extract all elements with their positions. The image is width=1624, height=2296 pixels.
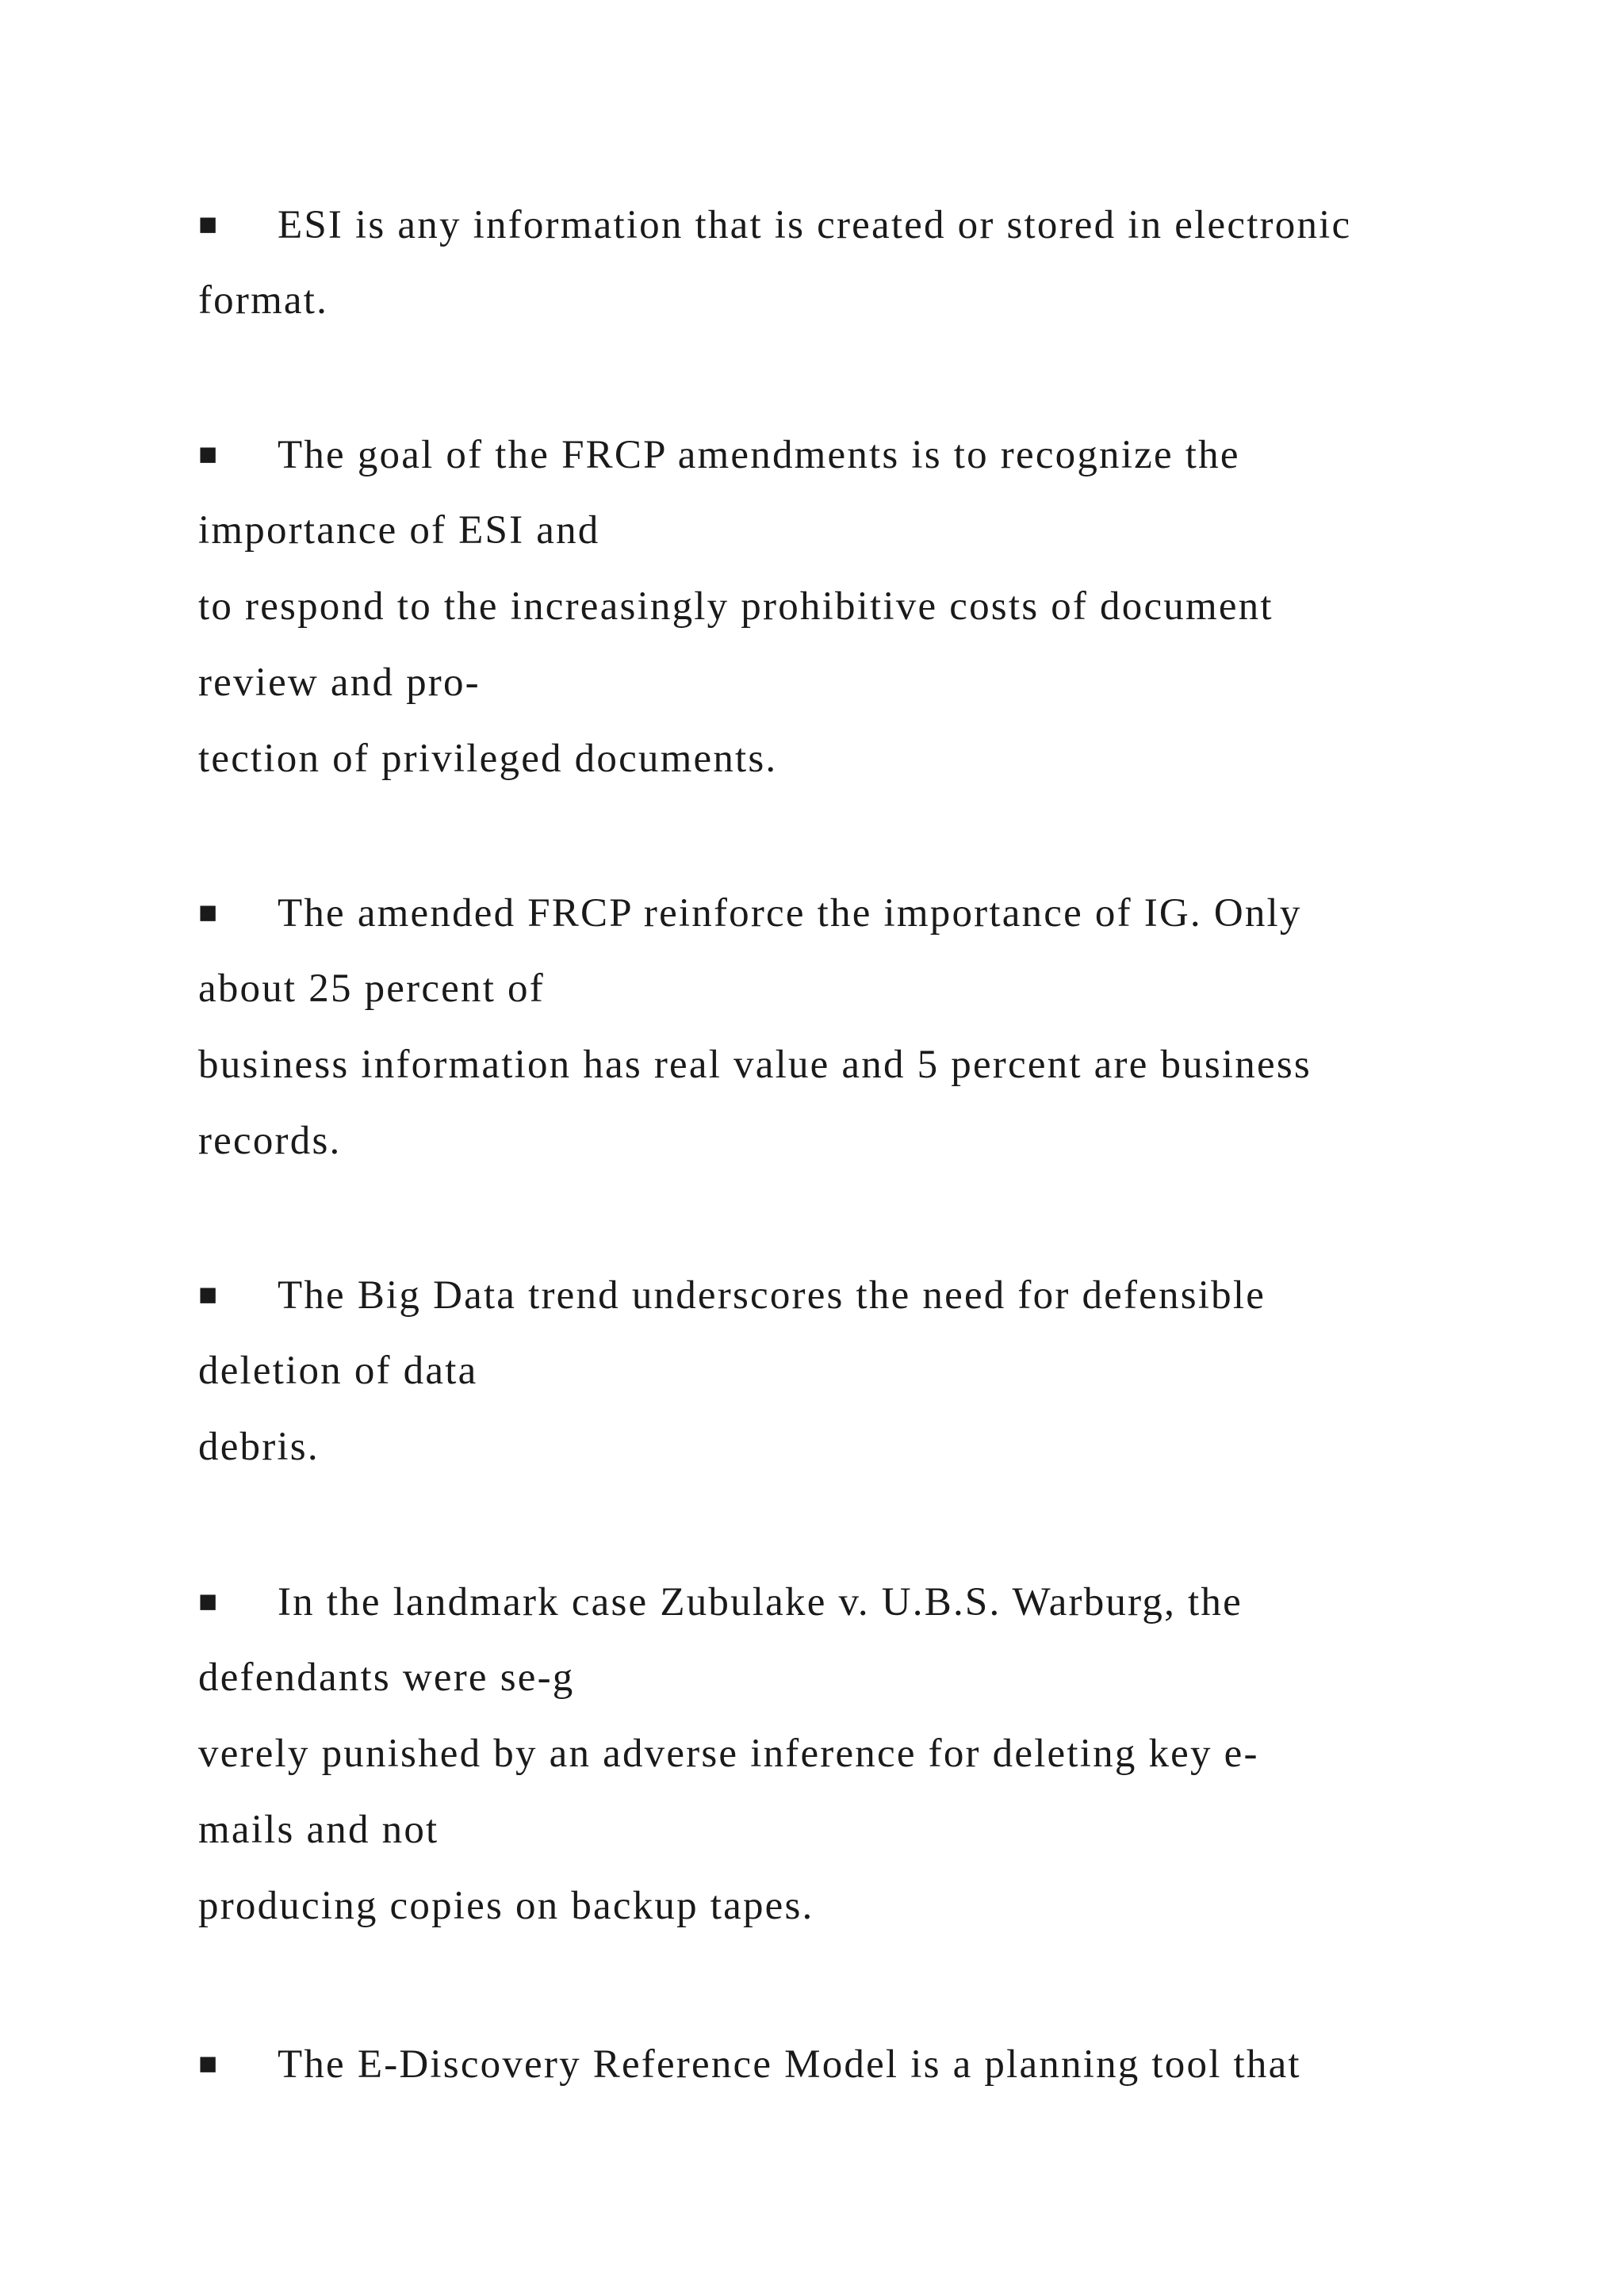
bullet-line [198,416,1507,492]
bullet-line: review and pro- [198,660,481,705]
bullet-item-zubulake [198,1563,1507,1944]
bullet-line [198,1257,1507,1333]
bullet-text: ESI is any information that is created or stored in electronic [278,203,1352,247]
bullet-line [198,2026,1507,2102]
bullet-text: The Big Data trend underscores the need for defensible [278,1273,1266,1318]
bullet-line: producing copies on backup tapes. [198,1884,814,1928]
bullet-line: format. [198,278,329,323]
bullet-line: to respond to the increasingly prohibitive costs of document [198,584,1274,629]
bullet-item-big-data [198,1257,1507,1485]
bullet-line: deletion of data [198,1349,478,1393]
bullet-text: The amended FRCP reinforce the importance of IG. Only [278,891,1302,936]
bullet-line [198,186,1507,262]
bullet-item-edrm [198,2026,1507,2102]
bullet-square-icon: ■ [198,2045,220,2081]
bullet-text: The goal of the FRCP amendments is to recognize the [278,433,1240,477]
bullet-line: mails and not [198,1808,439,1852]
bullet-line: importance of ESI and [198,508,600,553]
bullet-line: tection of privileged documents. [198,737,778,781]
bullet-text: The E-Discovery Reference Model is a planning tool that [278,2042,1301,2087]
bullet-item-frcp-goal [198,416,1507,797]
bullet-square-icon: ■ [198,1583,220,1619]
bullet-text: In the landmark case Zubulake v. U.B.S. Warburg, the [278,1580,1243,1624]
bullet-square-icon: ■ [198,206,220,242]
bullet-square-icon: ■ [198,1276,220,1312]
bullet-line: debris. [198,1425,320,1469]
bullet-line: defendants were se-g [198,1655,575,1700]
bullet-line [198,1563,1507,1640]
bullet-item-esi-definition [198,186,1507,339]
bullet-line [198,874,1507,951]
bullet-square-icon: ■ [198,894,220,930]
bullet-line: business information has real value and 5 percent are business [198,1043,1312,1087]
bullet-square-icon: ■ [198,436,220,472]
bullet-line: verely punished by an adverse inference for deleting key e- [198,1732,1259,1776]
bullet-item-amended-frcp [198,874,1507,1179]
bullet-line: records. [198,1119,342,1163]
bullet-line: about 25 percent of [198,966,545,1011]
